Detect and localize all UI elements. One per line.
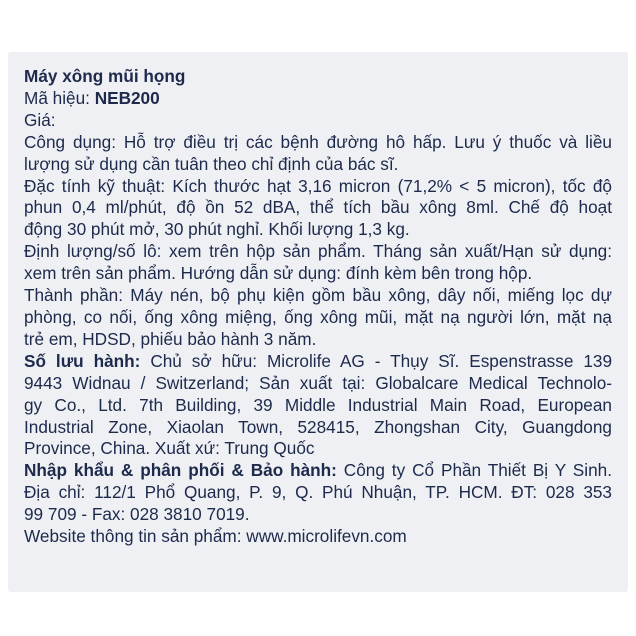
- website-line: Website thông tin sản phẩm: www.microlifevn.com: [24, 526, 407, 547]
- importer-line: 99 709 - Fax: 028 3810 7019.: [24, 504, 250, 525]
- registration-line: [24, 351, 612, 373]
- registration-line: Province, China. Xuất xứ: Trung Quốc: [24, 438, 315, 459]
- importer-line: [24, 460, 612, 482]
- model-label: Mã hiệu:: [24, 87, 95, 108]
- lot-line: Định lượng/số lô: xem trên hộp sản phẩm. Tháng sản xuất/Hạn sử dụng:: [24, 241, 612, 262]
- registration-text: Chủ sở hữu: Microlife AG - Thụy Sĩ. Espenstrasse 139: [140, 350, 613, 371]
- specs-line: phun 0,4 ml/phút, độ ồn 52 dBA, thể tích bầu xông 8ml. Chế độ hoạt: [24, 197, 612, 218]
- specs-line: Đặc tính kỹ thuật: Kích thước hạt 3,16 micron (71,2% < 5 micron), tốc độ: [24, 175, 612, 196]
- registration-label: Số lưu hành:: [24, 350, 141, 371]
- registration-line: Industrial Zone, Xiaolan Town, 528415, Zhongshan City, Guangdong: [24, 416, 612, 437]
- importer-line: Địa chỉ: 112/1 Phổ Quang, P. 9, Q. Phú Nhuận, TP. HCM. ĐT: 028 353: [24, 482, 612, 503]
- product-title: [24, 66, 612, 88]
- importer-text: Công ty Cổ Phần Thiết Bị Y Sinh.: [336, 460, 612, 481]
- label-text: [24, 66, 612, 548]
- components-line: Thành phần: Máy nén, bộ phụ kiện gồm bầu xông, dây nối, miếng lọc dự: [24, 285, 612, 306]
- registration-line: gy Co., Ltd. 7th Building, 39 Middle Industrial Main Road, European: [24, 394, 612, 415]
- components-line: trẻ em, HDSD, phiếu bảo hành 3 năm.: [24, 328, 317, 349]
- usage-line: Công dụng: Hỗ trợ điều trị các bệnh đường hô hấp. Lưu ý thuốc và liều: [24, 131, 612, 152]
- usage-line: lượng sử dụng cần tuân theo chỉ định của bác sĩ.: [24, 153, 399, 174]
- components-line: phòng, co nối, ống xông miệng, ống xông mũi, mặt nạ người lớn, mặt nạ: [24, 306, 612, 327]
- price-line: Giá:: [24, 109, 56, 130]
- title-text: Máy xông mũi họng: [24, 66, 186, 86]
- specs-line: động 30 phút mở, 30 phút nghỉ. Khối lượng 1,3 kg.: [24, 219, 410, 240]
- lot-line: xem trên sản phẩm. Hướng dẫn sử dụng: đính kèm bên trong hộp.: [24, 263, 533, 284]
- model-value: NEB200: [94, 87, 160, 108]
- registration-line: 9443 Widnau / Switzerland; Sản xuất tại: Globalcare Medical Technolo-: [24, 372, 612, 393]
- importer-label: Nhập khẩu & phân phối & Bảo hành:: [24, 460, 337, 481]
- model-line: [24, 88, 612, 110]
